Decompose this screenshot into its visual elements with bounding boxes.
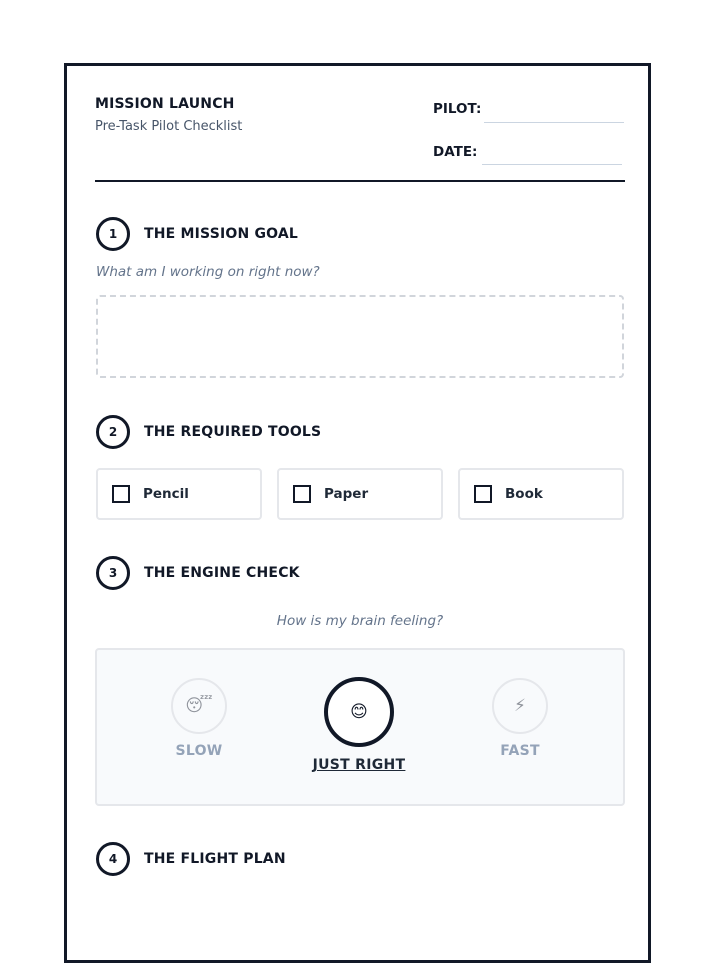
- page-title: MISSION LAUNCH: [95, 96, 235, 112]
- book-checkbox[interactable]: [474, 485, 492, 503]
- mood-option-fast[interactable]: [492, 678, 548, 734]
- lightning-icon: ⚡: [514, 696, 526, 716]
- date-label: DATE:: [433, 144, 478, 160]
- section-number-3: 3: [96, 556, 130, 590]
- mood-label-just-right: JUST RIGHT: [312, 757, 406, 773]
- section-title-required-tools: THE REQUIRED TOOLS: [144, 424, 322, 440]
- section-title-mission-goal: THE MISSION GOAL: [144, 226, 299, 242]
- tool-label: Paper: [324, 486, 369, 502]
- tool-item-pencil[interactable]: [96, 468, 262, 520]
- mission-goal-answer-box[interactable]: [96, 295, 624, 378]
- section-number-4: 4: [96, 842, 130, 876]
- mission-goal-prompt: What am I working on right now?: [96, 264, 320, 280]
- tool-label: Pencil: [143, 486, 189, 502]
- section-number-2: 2: [96, 415, 130, 449]
- pilot-label: PILOT:: [433, 101, 482, 117]
- mood-label-slow: SLOW: [175, 743, 223, 759]
- smiling-face-icon: 😊: [350, 702, 368, 722]
- header-divider: [95, 180, 625, 182]
- engine-check-prompt: How is my brain feeling?: [276, 613, 444, 629]
- pencil-checkbox[interactable]: [112, 485, 130, 503]
- pilot-field[interactable]: [484, 122, 624, 123]
- tool-item-book[interactable]: [458, 468, 624, 520]
- paper-checkbox[interactable]: [293, 485, 311, 503]
- section-title-flight-plan: THE FLIGHT PLAN: [144, 851, 286, 867]
- tool-item-paper[interactable]: [277, 468, 443, 520]
- mood-option-just-right[interactable]: [324, 677, 394, 747]
- section-number-1: 1: [96, 217, 130, 251]
- sleepy-face-icon: 😴: [185, 696, 213, 716]
- section-title-engine-check: THE ENGINE CHECK: [144, 565, 300, 581]
- mood-label-fast: FAST: [500, 743, 540, 759]
- page-subtitle: Pre-Task Pilot Checklist: [95, 119, 243, 134]
- mood-option-slow[interactable]: [171, 678, 227, 734]
- date-field[interactable]: [482, 164, 622, 165]
- tool-label: Book: [505, 486, 543, 502]
